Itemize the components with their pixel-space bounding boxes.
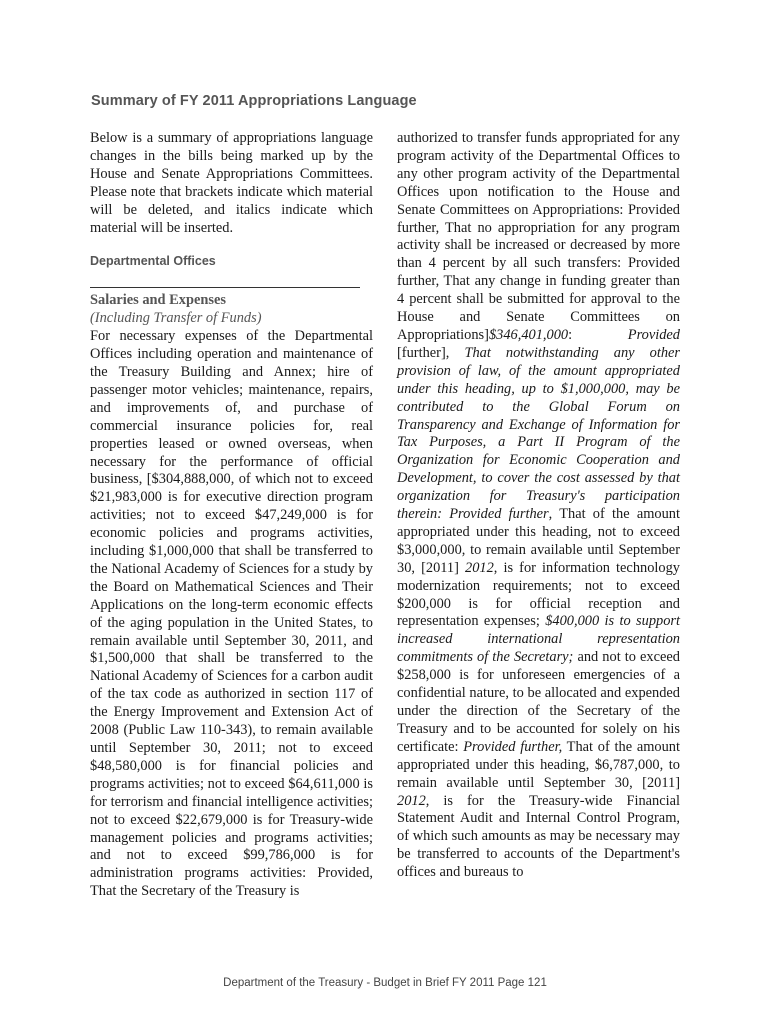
subsubheading: (Including Transfer of Funds) bbox=[90, 310, 262, 327]
inserted-text: $400,000 is to support increased international representation commitments of the Secretary; bbox=[397, 613, 681, 666]
text-run: authorized to transfer funds appropriated for any program activity of the Departmental Offices to any other program activity of the Departmental Offices upon notification to the House and Senate Committees on Appropriations: Provided further, That no appropriation for any program activity shall be increased or decreased by more than 4 percent by all such transfers: Provided further, That any change in funding greater than 4 percent shall be submitted for approval to the House and Senate Committees on Appropriations] bbox=[397, 130, 680, 343]
inserted-text: That notwithstanding any other provision of law, of the amount appropriated under this heading, up to $1,000,000, may be contributed to the Global Forum on Transparency and Exchange of Information for Tax Purposes, a Part II Program of the Organization for Economic Cooperation and Development, to cover the cost assessed by that organization for Treasury's participation therein: Provided further bbox=[397, 344, 681, 523]
body-text-left: For necessary expenses of the Departmental Offices including operation and maintenance of the Treasury Building and Annex; hire of passenger motor vehicles; maintenance, repairs, and improvements of, and purchase of commercial insurance policies for, real properties leased or owned overseas, when necessary for the performance of official business, [$304,888,000, of which not to exceed $21,983,000 is for executive direction program activities; not to exceed $47,249,000 is for economic policies and programs activities, including $1,000,000 that shall be transferred to the National Academy of Sciences for a study by the Board on Mathematical Sciences and Their Applications on the long-term economic effects of the aging population in the United States, to remain available until September 30, 2011, and $1,500,000 that shall be transferred to the National Academy of Sciences for a carbon audit of the tax code as authorized in section 117 of the Energy Improvement and Extension Act of 2008 (Public Law 110-343), to remain available until September 30, 2011; not to exceed $48,580,000 is for financial policies and programs activities; not to exceed $64,611,000 is for terrorism and financial intelligence activities; not to exceed $22,679,000 is for Treasury-wide management policies and programs activities; and not to exceed $99,786,000 is for administration programs activities: Provided, That the Secretary of the Treasury is bbox=[90, 328, 373, 900]
right-column bbox=[397, 130, 680, 882]
text-run: and not to exceed $258,000 is for unforeseen emergencies of a confidential nature, to be allocated and expended under the direction of the Secretary of the Treasury and to be accounted for solely on his certificate: bbox=[397, 649, 680, 755]
inserted-year: 2012 bbox=[465, 559, 494, 576]
text-run: , That of the amount appropriated under this heading, not to exceed $3,000,000, to remain available until September 30, [2011] bbox=[397, 506, 680, 576]
inserted-year: 2012 bbox=[397, 792, 426, 809]
text-run: [further], bbox=[397, 344, 465, 361]
text-run: , is for the Treasury-wide Financial Statement Audit and Internal Control Program, of which such amounts as may be necessary may be transferred to accounts of the Department's offices and bureaus to bbox=[397, 792, 680, 881]
body-text-right bbox=[397, 130, 680, 882]
text-run: That of the amount appropriated under this heading, $6,787,000, to remain available until September 30, [2011] bbox=[397, 738, 680, 791]
section-heading: Departmental Offices bbox=[90, 254, 216, 269]
inserted-text: Provided bbox=[627, 326, 680, 343]
page-footer: Department of the Treasury - Budget in Brief FY 2011 Page 121 bbox=[223, 977, 547, 989]
text-run: : bbox=[568, 326, 628, 343]
subheading: Salaries and Expenses bbox=[90, 292, 226, 309]
left-column bbox=[90, 130, 373, 901]
inserted-text: Provided further, bbox=[463, 738, 563, 755]
text-run: , is for information technology modernization requirements; not to exceed $200,000 is for official reception and representation expenses; bbox=[397, 559, 680, 630]
inserted-amount: $346,401,000 bbox=[488, 326, 569, 343]
page-title: Summary of FY 2011 Appropriations Language bbox=[91, 93, 417, 109]
section-divider bbox=[90, 287, 360, 288]
intro-paragraph: Below is a summary of appropriations language changes in the bills being marked up by the House and Senate Appropriations Committees. Please note that brackets indicate which material will be deleted, and italics indicate which material will be inserted. bbox=[90, 130, 373, 236]
